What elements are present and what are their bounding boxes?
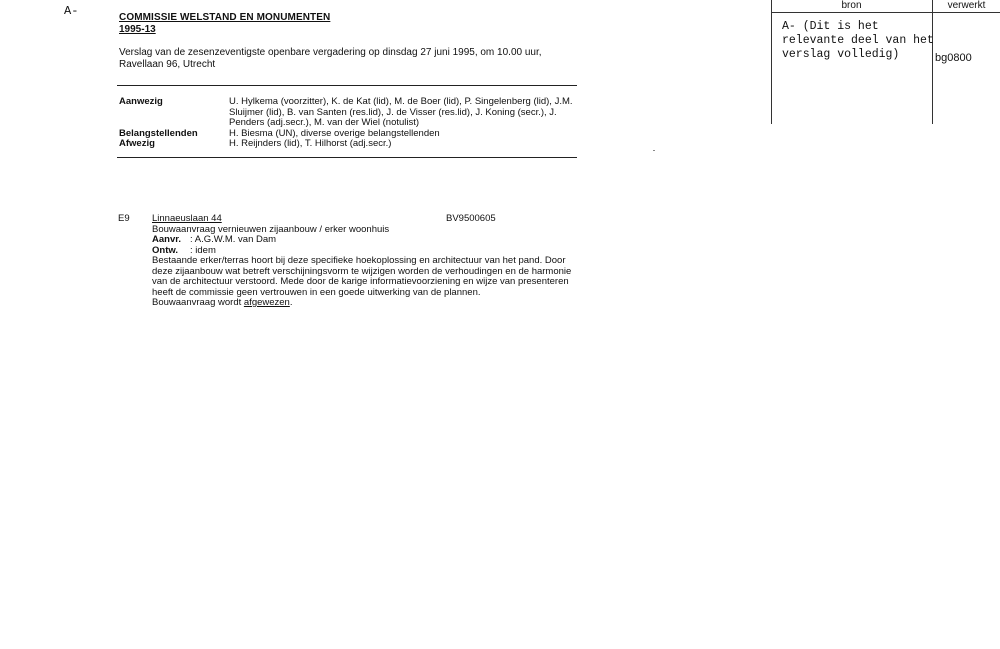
designer-value: : idem [190,244,216,256]
table-left-border [771,0,772,124]
conclusion-verdict: afgewezen [243,297,290,308]
column-header-verwerkt: verwerkt [947,0,986,11]
designer-label: Ontw. [152,244,179,256]
processed-code: bg0800 [935,52,972,64]
item-header [118,214,578,225]
attendance-block [119,97,579,150]
item-text: Bestaande erker/terras hoort bij deze specifieke hoekoplossing en architectuur van het pand. Door deze zijaanbouw wat betreft verschijningsvorm te wijzigen worden de verhoudingen en de harmonie van de architectuur verstoord. Mede door de karige informatievoorziening en wijze van presenteren heeft de commissie geen vertrouwen in een goede uitwerking van de plannen. [152,255,572,298]
meeting-line-1: Verslag van de zesenzeventigste openbare vergadering op dinsdag 27 juni 1995, om 10.00 uur, [119,47,542,58]
item-subject: Bouwaanvraag vernieuwen zijaanbouw / erker woonhuis [152,223,390,235]
item-reference: BV9500605 [446,213,496,224]
absent-label: Afwezig [119,138,155,149]
absent-value: H. Reijnders (lid), T. Hilhorst (adj.secr.) [229,138,392,149]
present-value: U. Hylkema (voorzitter), K. de Kat (lid), M. de Boer (lid), P. Singelenberg (lid), J.M. Sluijmer (lid), B. van Santen (res.lid), J. de Visser (res.lid), J. Koning (secr.), J. Penders (adj.secr.), M. van der Wiel (notulist) [229,96,573,128]
divider-bottom [117,157,577,158]
report-number: 1995-13 [119,24,156,35]
meeting-description [119,47,589,71]
applicant-row [152,235,578,246]
table-header-divider [771,12,1000,13]
item-body [152,225,578,309]
attendance-absent-row [119,139,579,150]
corner-mark: A- [64,4,79,18]
source-table [771,0,1000,124]
commission-title: COMMISSIE WELSTAND EN MONUMENTEN [119,12,331,23]
divider-top [117,85,577,86]
attendance-present-row [119,97,579,129]
item-conclusion [152,298,578,309]
present-label: Aanwezig [119,96,163,107]
meeting-line-2: Ravellaan 96, Utrecht [119,59,216,70]
agenda-item [118,214,578,309]
conclusion-prefix: Bouwaanvraag wordt [152,297,244,308]
applicant-value: : A.G.W.M. van Dam [190,234,277,245]
table-column-divider [932,0,933,124]
applicant-label: Aanvr. [152,234,182,245]
interested-value: H. Biesma (UN), diverse overige belangstellenden [229,127,440,139]
source-note: A- (Dit is het relevante deel van het verslag volledig) [782,20,934,61]
interested-label: Belangstellenden [119,127,198,139]
item-address: Linnaeuslaan 44 [152,213,222,224]
conclusion-suffix: . [289,297,293,308]
column-header-bron: bron [841,0,862,11]
item-code: E9 [118,213,130,224]
scan-speck [653,150,655,151]
